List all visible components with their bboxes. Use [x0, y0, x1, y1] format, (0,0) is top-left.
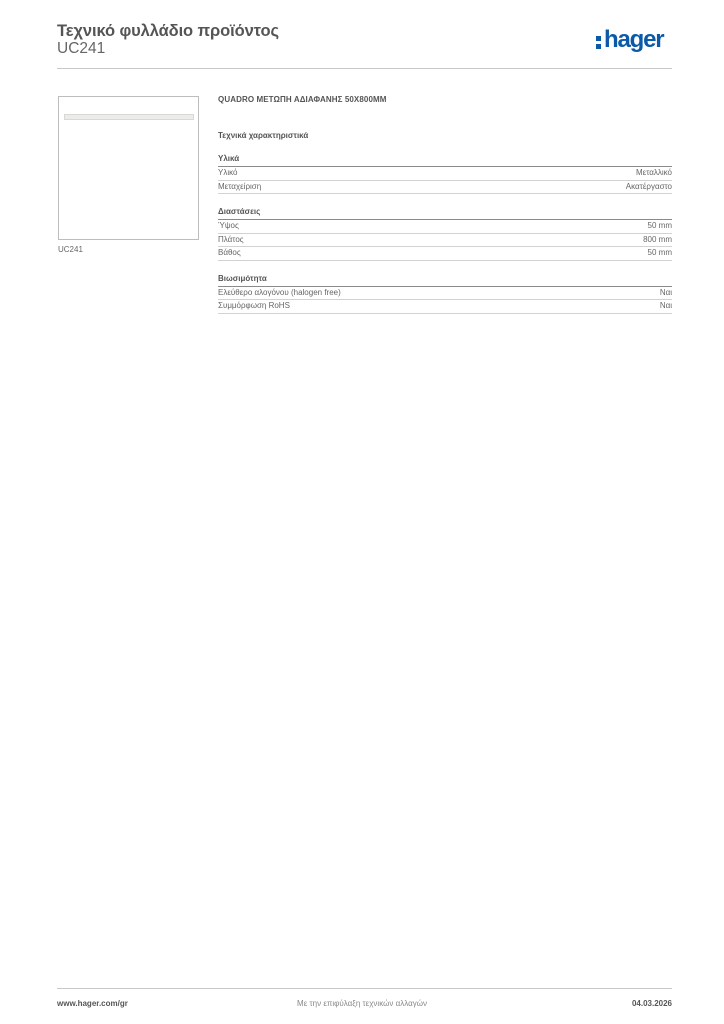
- product-title: QUADRO ΜΕΤΩΠΗ ΑΔΙΑΦΑΝΗΣ 50Χ800ΜΜ: [218, 95, 387, 104]
- spec-value: Ναι: [659, 287, 672, 297]
- logo-colon-icon: [596, 28, 602, 52]
- footer-date: 04.03.2026: [631, 999, 672, 1008]
- specifications: [218, 95, 672, 327]
- spec-label: Μεταχείριση: [218, 181, 262, 191]
- product-image-caption: UC241: [58, 245, 83, 254]
- spec-row: [218, 287, 672, 301]
- spec-group-title: Βιωσιμότητα: [218, 274, 672, 287]
- spec-group-sustainability: [218, 274, 672, 314]
- spec-row: [218, 220, 672, 234]
- spec-value: 50 mm: [647, 221, 672, 230]
- footer-website-link[interactable]: www.hager.com/gr: [57, 999, 128, 1008]
- spec-value: Ναι: [659, 301, 672, 310]
- spec-row: [218, 234, 672, 248]
- header-divider: [57, 68, 672, 69]
- spec-label: Ύψος: [218, 221, 239, 230]
- spec-group-title: Διαστάσεις: [218, 207, 672, 220]
- spec-label: Συμμόρφωση RoHS: [218, 301, 290, 310]
- product-image: [58, 96, 199, 240]
- product-code: UC241: [57, 40, 106, 57]
- footer-disclaimer: Με την επιφύλαξη τεχνικών αλλαγών: [297, 999, 427, 1008]
- logo-wordmark: hager: [604, 26, 664, 53]
- spec-label: Ελεύθερο αλογόνου (halogen free): [218, 287, 341, 297]
- section-heading: Τεχνικά χαρακτηριστικά: [218, 131, 309, 140]
- spec-group-dimensions: [218, 207, 672, 261]
- spec-row: [218, 181, 672, 195]
- spec-row: [218, 300, 672, 314]
- spec-group-title: Υλικά: [218, 154, 672, 167]
- spec-label: Υλικό: [218, 168, 238, 177]
- spec-label: Βάθος: [218, 248, 241, 257]
- spec-value: Ακατέργαστο: [625, 181, 672, 191]
- spec-value: 50 mm: [647, 248, 672, 257]
- spec-label: Πλάτος: [218, 234, 244, 244]
- spec-row: [218, 167, 672, 181]
- document-title: Τεχνικό φυλλάδιο προϊόντος: [57, 22, 279, 40]
- spec-value: 800 mm: [643, 234, 672, 244]
- footer-divider: [57, 988, 672, 989]
- spec-group-materials: [218, 154, 672, 194]
- spec-value: Μεταλλικό: [635, 168, 672, 177]
- hager-logo: [596, 28, 663, 56]
- product-front-panel-picture: [64, 114, 194, 120]
- spec-row: [218, 247, 672, 261]
